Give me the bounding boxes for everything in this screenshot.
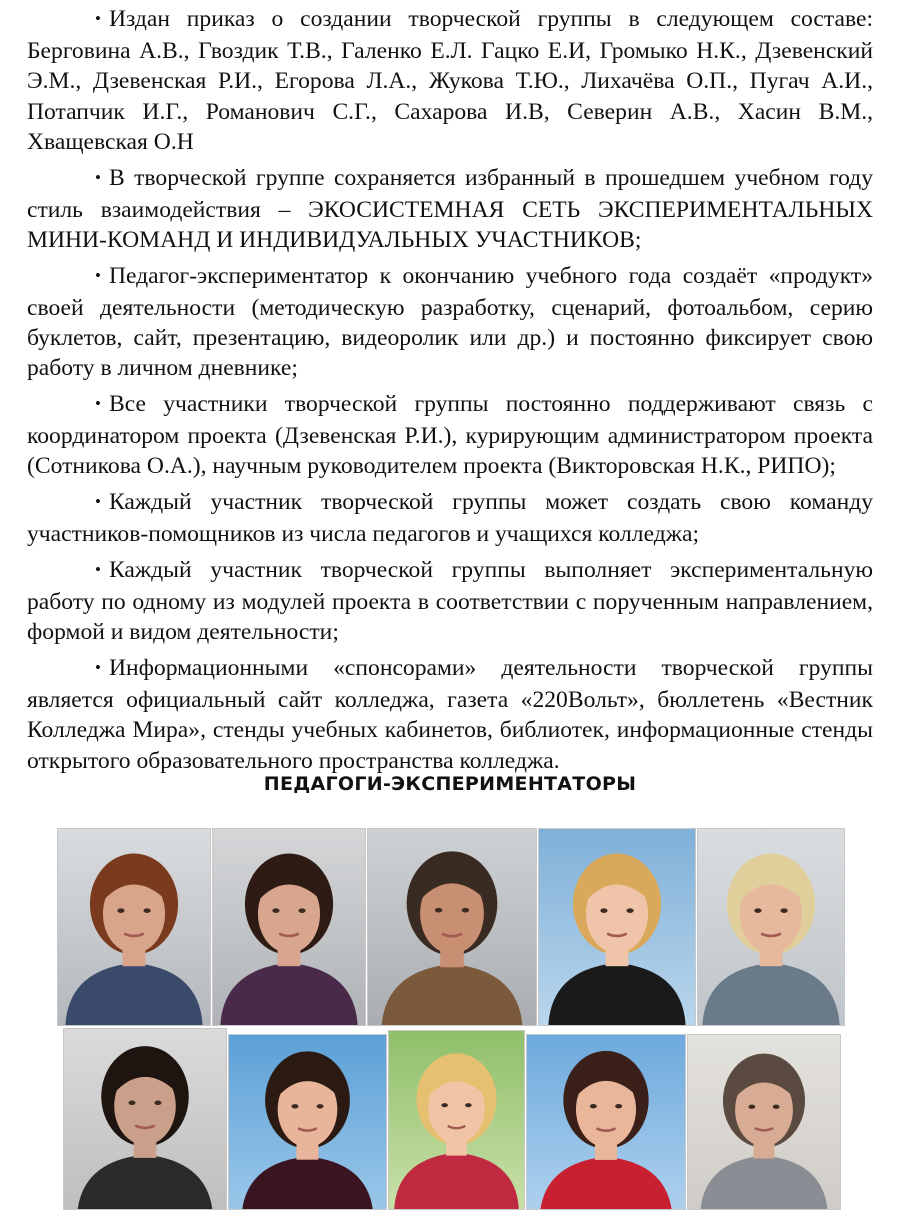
bullet-icon: • <box>95 265 101 285</box>
paragraph-text: Каждый участник творческой группы выполняет экспериментальную работу по одному из модулей проекта в соответствии с порученным направлением, формой и видом деятельности; <box>27 556 873 646</box>
paragraph-text: Информационными «спонсорами» деятельности творческой группы является официальный сайт колледжа, газета «220Вольт», бюллетень «Вестник Колледжа Мира», стенды учебных кабинетов, библиотек, информационные стенды открытого образовательного пространства колледжа. <box>27 655 873 774</box>
portrait-icon <box>58 829 210 1025</box>
portrait-photo-4 <box>538 828 696 1026</box>
portrait-photo-3 <box>367 828 537 1026</box>
portrait-photo-10 <box>687 1034 841 1210</box>
portrait-photo-5 <box>697 828 845 1026</box>
paragraph-text: Все участники творческой группы постоянно поддерживают связь с координатором проекта (Дзевенская Р.И.), курирующим администратором проекта (Сотникова О.А.), научным руководителем проекта (Викторовская Н.К., РИПО); <box>27 390 873 480</box>
paragraph-5 <box>27 487 873 549</box>
bullet-icon: • <box>95 393 101 413</box>
portrait-photo-6 <box>63 1028 227 1210</box>
paragraph-1 <box>27 4 873 157</box>
bullet-icon: • <box>95 492 101 512</box>
portrait-icon <box>688 1035 840 1209</box>
portrait-icon <box>389 1031 524 1209</box>
text-block <box>27 4 873 781</box>
paragraph-6 <box>27 555 873 648</box>
paragraph-text: В творческой группе сохраняется избранный в прошедшем учебном году стиль взаимодействия – ЭКОСИСТЕМНАЯ СЕТЬ ЭКСПЕРИМЕНТАЛЬНЫХ МИНИ-КОМАНД И ИНДИВИДУАЛЬНЫХ УЧАСТНИКОВ; <box>27 164 873 253</box>
paragraph-3 <box>27 261 873 384</box>
portrait-icon <box>213 829 365 1025</box>
bullet-icon: • <box>95 559 101 579</box>
portrait-icon <box>539 829 695 1025</box>
portrait-photo-1 <box>57 828 211 1026</box>
portrait-icon <box>698 829 844 1025</box>
bullet-icon: • <box>95 9 101 28</box>
portrait-icon <box>368 829 536 1025</box>
paragraph-text: Каждый участник творческой группы может создать свою команду участников-помощников из числа педагогов и учащихся колледжа; <box>27 489 873 548</box>
bullet-icon: • <box>95 658 101 678</box>
portrait-icon <box>527 1035 685 1209</box>
paragraph-4 <box>27 389 873 482</box>
section-heading: ПЕДАГОГИ-ЭКСПЕРИМЕНТАТОРЫ <box>263 773 637 795</box>
bullet-icon: • <box>95 167 101 187</box>
portrait-photo-8 <box>388 1030 525 1210</box>
portrait-photo-9 <box>526 1034 686 1210</box>
portrait-photo-2 <box>212 828 366 1026</box>
paragraph-text: Педагог-экспериментатор к окончанию учебного года создаёт «продукт» своей деятельности (методическую разработку, сценарий, фотоальбом, серию буклетов, сайт, презентацию, видеоролик или др.) и постоянно фиксирует свою работу в личном дневнике; <box>27 262 873 382</box>
portrait-icon <box>229 1035 386 1209</box>
paragraph-7 <box>27 653 873 776</box>
portrait-icon <box>64 1029 226 1209</box>
portrait-photo-7 <box>228 1034 387 1210</box>
paragraph-2 <box>27 163 873 256</box>
paragraph-text: Издан приказ о создании творческой группы в следующем составе: Берговина А.В., Гвоздик Т.В., Галенко Е.Л. Гацко Е.И, Громыко Н.К., Дзевенский Э.М., Дзевенская Р.И., Егорова Л.А., Жукова Т.Ю., Лихачёва О.П., Пугач А.И., Потапчик И.Г., Романович С.Г., Сахарова И.В, Северин А.В., Хасин В.М., Хващевская О.Н <box>27 6 873 155</box>
